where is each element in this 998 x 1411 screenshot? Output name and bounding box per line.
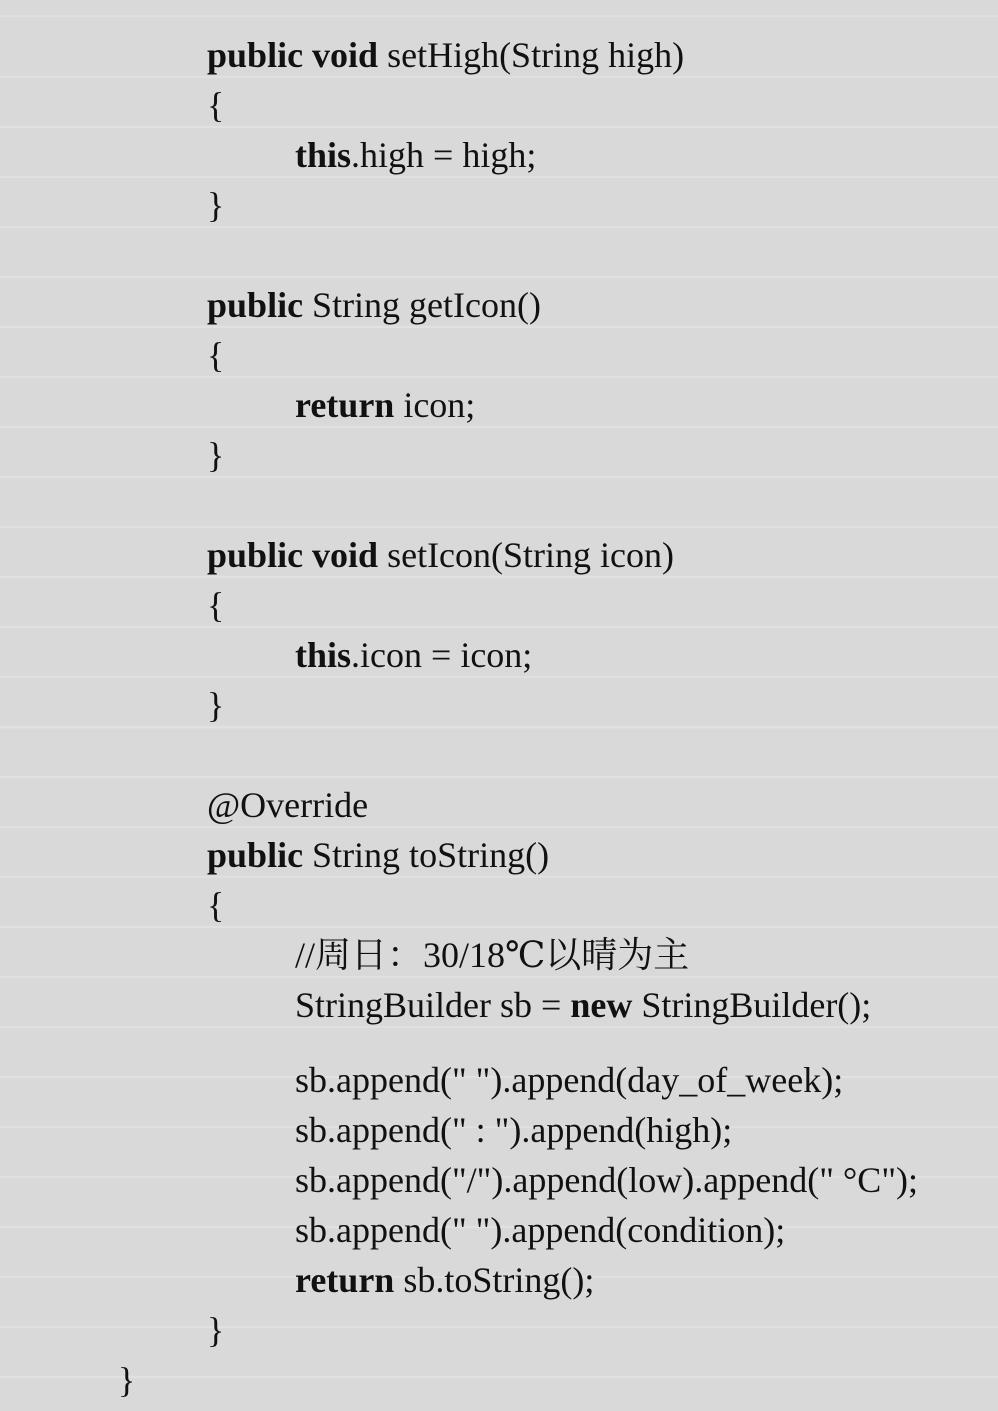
code-line [0, 830, 998, 880]
class-close-brace: } [118, 1360, 136, 1400]
code-keyword: new [570, 985, 633, 1025]
code-line [0, 380, 998, 430]
code-line [0, 580, 998, 630]
code-line [0, 880, 998, 930]
code-line [0, 1355, 998, 1405]
code-text: sb.append(" : ").append(high); [295, 1110, 733, 1150]
code-text: StringBuilder(); [632, 985, 872, 1025]
code-keyword: public [207, 835, 304, 875]
code-line [0, 530, 998, 580]
blank-line [0, 480, 998, 530]
code-text: sb.append(" ").append(condition); [295, 1210, 786, 1250]
code-text: icon; [394, 385, 476, 425]
code-keyword: this [295, 135, 352, 175]
close-brace: } [207, 435, 225, 475]
open-brace: { [207, 335, 225, 375]
code-listing [0, 30, 998, 1405]
code-keyword: this [295, 635, 352, 675]
code-keyword: public [207, 285, 304, 325]
code-keyword: return [295, 1260, 395, 1300]
code-line [0, 130, 998, 180]
code-text: StringBuilder sb = [295, 985, 571, 1025]
code-line [0, 180, 998, 230]
code-text: String getIcon() [303, 285, 541, 325]
annotation: @Override [207, 785, 369, 825]
code-comment: //周日：30/18℃以晴为主 [295, 935, 690, 975]
open-brace: { [207, 885, 225, 925]
code-line [0, 1255, 998, 1305]
close-brace: } [207, 685, 225, 725]
open-brace: { [207, 585, 225, 625]
code-text: setIcon(String icon) [378, 535, 675, 575]
code-text: setHigh(String high) [378, 35, 685, 75]
code-line [0, 680, 998, 730]
code-line [0, 430, 998, 480]
code-line [0, 1055, 998, 1105]
code-line [0, 80, 998, 130]
code-text: sb.toString(); [394, 1260, 595, 1300]
blank-line [0, 230, 998, 280]
code-keyword: public void [207, 35, 379, 75]
code-text: .icon = icon; [351, 635, 533, 675]
code-line [0, 280, 998, 330]
code-line [0, 1105, 998, 1155]
close-brace: } [207, 1310, 225, 1350]
code-line [0, 780, 998, 830]
code-line [0, 1155, 998, 1205]
blank-line [0, 730, 998, 780]
close-brace: } [207, 185, 225, 225]
code-line [0, 980, 998, 1030]
code-keyword: return [295, 385, 395, 425]
code-text: sb.append("/").append(low).append(" °C"); [295, 1160, 919, 1200]
code-text: String toString() [303, 835, 550, 875]
code-line [0, 930, 998, 980]
code-line [0, 630, 998, 680]
open-brace: { [207, 85, 225, 125]
code-line [0, 30, 998, 80]
code-text: sb.append(" ").append(day_of_week); [295, 1060, 844, 1100]
code-line [0, 330, 998, 380]
code-text: .high = high; [351, 135, 537, 175]
code-line [0, 1305, 998, 1355]
code-keyword: public void [207, 535, 379, 575]
code-line [0, 1205, 998, 1255]
